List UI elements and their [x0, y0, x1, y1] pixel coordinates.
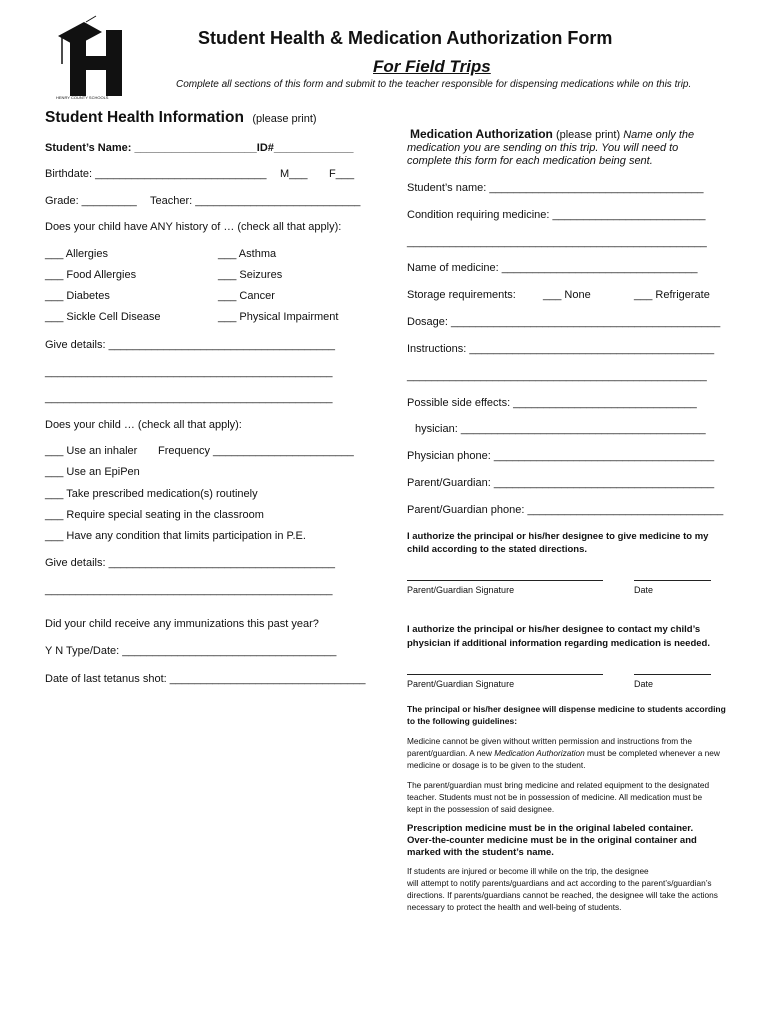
medication-auth-instr-line2: medication you are sending on this trip. You will need to [407, 142, 679, 154]
condition-diabetes[interactable]: ___ Diabetes [45, 290, 110, 302]
teacher-field[interactable]: Teacher: ___________________________ [150, 195, 361, 207]
check-prescribed-medication[interactable]: ___ Take prescribed medication(s) routinely [45, 488, 258, 500]
paragraph3-line3: directions. If parents/guardians cannot be reached, the designee will take the actions [407, 890, 718, 900]
form-instructions: Complete all sections of this form and submit to the teacher responsible for dispensing medications while on this trip. [176, 79, 692, 90]
check-pe-limit[interactable]: ___ Have any condition that limits participation in P.E. [45, 530, 306, 542]
grade-field[interactable]: Grade: _________ [45, 195, 137, 207]
condition-physical-impairment[interactable]: ___ Physical Impairment [218, 311, 339, 323]
condition-allergies[interactable]: ___ Allergies [45, 248, 108, 260]
authorization-1-line1: I authorize the principal or his/her designee to give medicine to my [407, 531, 709, 542]
student-health-note: (please print) [252, 113, 317, 125]
medicine-name-field[interactable]: Name of medicine: ________________________________ [407, 262, 698, 274]
paragraph1-line1: Medicine cannot be given without written permission and instructions from the [407, 736, 693, 746]
male-check[interactable]: M___ [280, 168, 308, 180]
date-line-2[interactable] [634, 674, 711, 675]
condition-food-allergies[interactable]: ___ Food Allergies [45, 269, 137, 281]
medication-authorization-ref: Medication Authorization [494, 748, 585, 758]
medication-auth-instr-line3: complete this form for each medication being sent. [407, 155, 653, 167]
dosage-field[interactable]: Dosage: ____________________________________________ [407, 316, 721, 328]
date-label-2: Date [634, 679, 654, 689]
physician-field[interactable]: hysician: ________________________________________ [415, 423, 706, 435]
medication-auth-title: Medication Authorization [410, 127, 553, 141]
immunization-question: Did your child receive any immunizations this past year? [45, 618, 319, 630]
date-line-1[interactable] [634, 580, 711, 581]
prescription-rule-line2: Over-the-counter medicine must be in the original container and [407, 835, 697, 846]
condition-line[interactable]: _________________________________________________ [407, 236, 707, 248]
student-health-heading [45, 109, 317, 127]
signature-line-1[interactable] [407, 580, 603, 581]
signature-label-2: Parent/Guardian Signature [407, 679, 515, 689]
paragraph2-line1: The parent/guardian must bring medicine and related equipment to the designated [407, 780, 710, 790]
details-line[interactable]: _______________________________________________ [45, 584, 333, 596]
storage-none-check[interactable]: ___ None [543, 289, 591, 301]
date-label-1: Date [634, 585, 654, 595]
form-title: Student Health & Medication Authorization Form [198, 28, 613, 48]
paragraph1-line3: medicine or dosage is to be given to the student. [407, 760, 586, 770]
guidelines-line1: The principal or his/her designee will dispense medicine to students according [407, 704, 726, 714]
birthdate-field[interactable]: Birthdate: ____________________________ [45, 168, 267, 180]
check-inhaler[interactable]: ___ Use an inhaler [45, 445, 138, 457]
prescription-rule-line3: marked with the student’s name. [407, 847, 554, 858]
paragraph1-line2-text: parent/guardian. A new [407, 748, 495, 758]
condition-field[interactable]: Condition requiring medicine: _________________________ [407, 209, 706, 221]
condition-cancer[interactable]: ___ Cancer [218, 290, 275, 302]
condition-asthma[interactable]: ___ Asthma [218, 248, 277, 260]
paragraph3-line1: If students are injured or become ill while on the trip, the designee [407, 866, 649, 876]
instructions-field[interactable]: Instructions: ________________________________________ [407, 343, 715, 355]
history-question: Does your child have ANY history of … (check all that apply): [45, 221, 342, 233]
immunization-type-date-field[interactable]: Y N Type/Date: ___________________________________ [45, 645, 337, 657]
school-logo [56, 14, 132, 100]
does-child-question: Does your child … (check all that apply): [45, 419, 242, 431]
condition-seizures[interactable]: ___ Seizures [218, 269, 283, 281]
check-epipen[interactable]: ___ Use an EpiPen [45, 466, 140, 478]
guidelines-line2: to the following guidelines: [407, 716, 518, 726]
paragraph1-line2 [407, 748, 720, 758]
details-line[interactable]: _______________________________________________ [45, 392, 333, 404]
paragraph3-line4: necessary to protect the health and well-being of students. [407, 902, 622, 912]
storage-label: Storage requirements: [407, 289, 516, 301]
student-name-field[interactable]: Student’s Name: ____________________ID#_____________ [45, 142, 354, 154]
form-subtitle: For Field Trips [373, 57, 491, 76]
parent-guardian-field[interactable]: Parent/Guardian: ____________________________________ [407, 477, 715, 489]
details-line[interactable]: _______________________________________________ [45, 366, 333, 378]
medication-auth-note: (please print) [555, 129, 621, 141]
med-student-name-field[interactable]: Student’s name: ___________________________________ [407, 182, 704, 194]
storage-refrigerate-check[interactable]: ___ Refrigerate [634, 289, 710, 301]
side-effects-field[interactable]: Possible side effects: ______________________________ [407, 397, 697, 409]
give-details-field[interactable]: Give details: _____________________________________ [45, 339, 335, 351]
paragraph2-line3: kept in the possession of said designee. [407, 804, 555, 814]
authorization-1-line2: child according to the stated directions. [407, 544, 587, 555]
prescription-rule-line1: Prescription medicine must be in the original labeled container. [407, 823, 694, 834]
paragraph2-line2: teacher. Students must not be in possession of medicine. All medication must be [407, 792, 703, 802]
medication-auth-instr: Name only the [623, 129, 695, 141]
paragraph3-line2: will attempt to notify parents/guardians and act according to the parent’s/guardian’s [407, 878, 712, 888]
instructions-line[interactable]: _________________________________________________ [407, 370, 707, 382]
signature-label-1: Parent/Guardian Signature [407, 585, 515, 595]
check-special-seating[interactable]: ___ Require special seating in the classroom [45, 509, 264, 521]
physician-phone-field[interactable]: Physician phone: ____________________________________ [407, 450, 715, 462]
authorization-2-line2: physician if additional information regarding medication is needed. [407, 638, 710, 649]
paragraph1-line2-end: must be completed whenever a new [584, 748, 720, 758]
female-check[interactable]: F___ [329, 168, 355, 180]
parent-phone-field[interactable]: Parent/Guardian phone: ________________________________ [407, 504, 724, 516]
signature-line-2[interactable] [407, 674, 603, 675]
logo-caption: HENRY COUNTY SCHOOLS [56, 95, 109, 100]
condition-sickle-cell[interactable]: ___ Sickle Cell Disease [45, 311, 161, 323]
medication-auth-heading [410, 127, 694, 141]
inhaler-frequency-field[interactable]: Frequency _______________________ [158, 445, 354, 457]
tetanus-date-field[interactable]: Date of last tetanus shot: ________________________________ [45, 673, 366, 685]
authorization-2-line1: I authorize the principal or his/her designee to contact my child’s [407, 624, 701, 635]
student-health-title: Student Health Information [45, 109, 244, 126]
give-details-field-2[interactable]: Give details: _____________________________________ [45, 557, 335, 569]
